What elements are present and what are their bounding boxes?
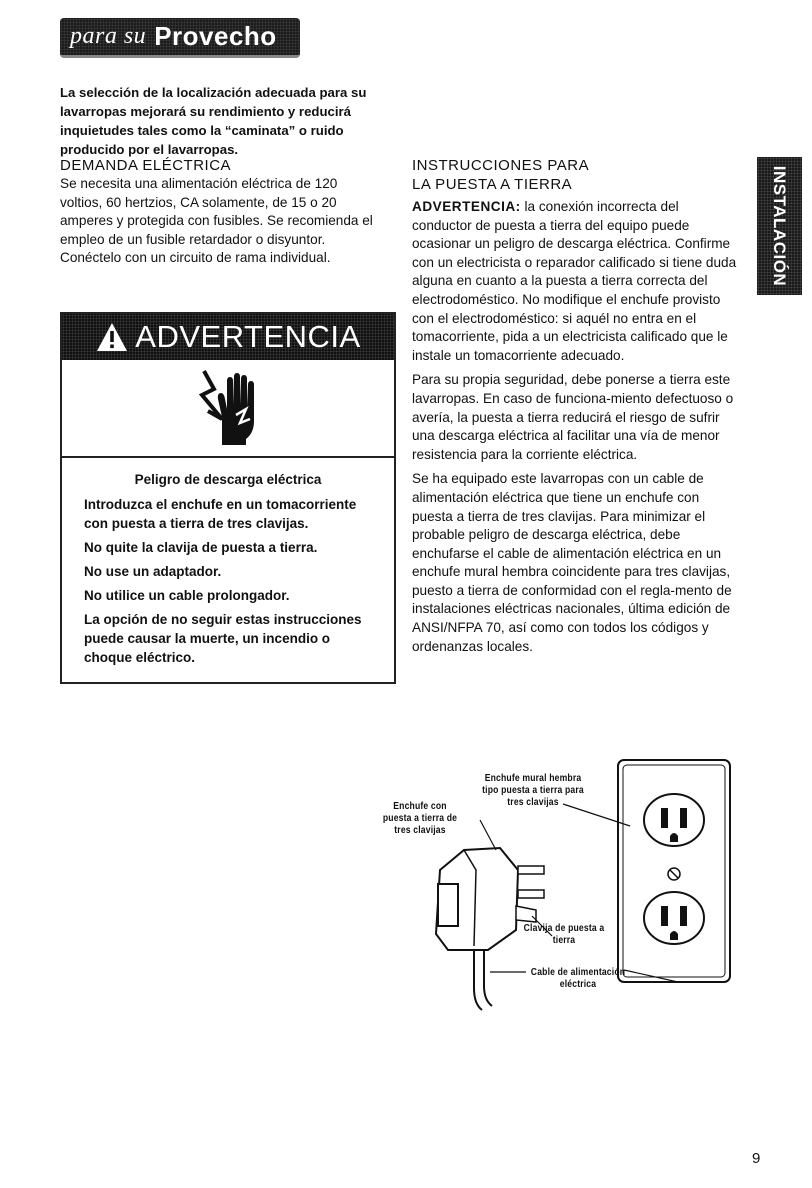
page-number: 9: [752, 1150, 761, 1167]
warning-box: [60, 312, 396, 684]
warning-line: No utilice un cable prolongador.: [84, 588, 290, 603]
warning-line: Introduzca el enchufe en un tomacorriente con puesta a tierra de tres clavijas.: [84, 497, 357, 531]
electric-shock-hand-icon: [188, 365, 268, 451]
grounding-warning-text: la conexión incorrecta del conductor de puesta a tierra del equipo puede ocasionar un peligro de descarga eléctrica. Confirme con un electricista o reparador calificado si tiene duda alguna en cuanto a la puesta a tierra correcta del electrodoméstico. No modifique el enchufe provisto con el electrodoméstico: si aquél no entra en el tomacorriente, pida a un electricista calificado que le instale un tomacorriente adecuado.: [412, 199, 737, 363]
label-grounded-plug: Enchufe con puesta a tierra de tres clavijas: [382, 800, 458, 836]
warning-inline-label: ADVERTENCIA:: [412, 199, 521, 214]
section-tab: [757, 157, 802, 295]
grounding-plug-figure: [368, 750, 748, 1030]
power-cord-paragraph: Se ha equipado este lavarropas con un cable de alimentación eléctrica que tiene un enchufe con puesta a tierra de tres clavijas. Para minimizar el probable peligro de descarga eléctrica, debe enchufarse el cable de alimentación eléctrica en un enchufe mural hembra coincidente para tres clavijas, puesto a tierra de conformidad con el regla-mento de instalaciones eléctricas nacionales, última edición de ANSI/NFPA 70, así como con todos los códigos y ordenanzas locales.: [412, 471, 732, 654]
label-wall-outlet: Enchufe mural hembra tipo puesta a tierra para tres clavijas: [482, 772, 584, 808]
section-tab-label: INSTALACIÓN: [770, 165, 790, 287]
section-banner: [60, 18, 300, 58]
grounding-heading-line2: LA PUESTA A TIERRA: [412, 176, 573, 193]
warning-line: La opción de no seguir estas instrucciones puede causar la muerte, un incendio o choque eléctrico.: [84, 612, 362, 665]
banner-script-text: para su: [70, 23, 147, 49]
warning-header: [62, 314, 394, 360]
banner-title: Provecho: [154, 21, 277, 51]
warning-line: No use un adaptador.: [84, 564, 222, 579]
label-ground-pin: Clavija de puesta a tierra: [523, 922, 605, 946]
grounding-warning-paragraph: [412, 198, 742, 365]
warning-subtitle: Peligro de descarga eléctrica: [134, 472, 322, 487]
warning-body: [62, 458, 394, 667]
grounding-safety-paragraph: Para su propia seguridad, debe ponerse a tierra este lavarropas. En caso de funciona-miento defectuoso o avería, la puesta a tierra reducirá el riesgo de sufrir una descarga eléctrica al facilitar una vía de menor resistencia para la corriente eléctrica.: [412, 372, 734, 462]
electrical-demand-heading: DEMANDA ELÉCTRICA: [60, 157, 232, 174]
electrical-demand-text: Se necesita una alimentación eléctrica de 120 voltios, 60 hertzios, CA solamente, de 15 o 20 amperes y protegida con fusibles. Se recomienda el empleo de un fusible retardador o disyuntor. Conéctelo con un circuito de rama individual.: [60, 176, 373, 266]
grounding-heading-line1: INSTRUCCIONES PARA: [412, 157, 590, 174]
warning-triangle-icon: [95, 321, 129, 353]
right-column: [412, 156, 742, 662]
intro-paragraph: La selección de la localización adecuada para su lavarropas mejorará su rendimiento y reducirá inquietudes tales como la “caminata” o ruido producido por el lavarropas.: [60, 85, 367, 158]
warning-title: ADVERTENCIA: [135, 319, 361, 354]
warning-line: No quite la clavija de puesta a tierra.: [84, 540, 318, 555]
label-power-cord: Cable de alimentación eléctrica: [530, 966, 626, 990]
left-column: [60, 156, 380, 274]
shock-hazard-area: [62, 360, 394, 458]
